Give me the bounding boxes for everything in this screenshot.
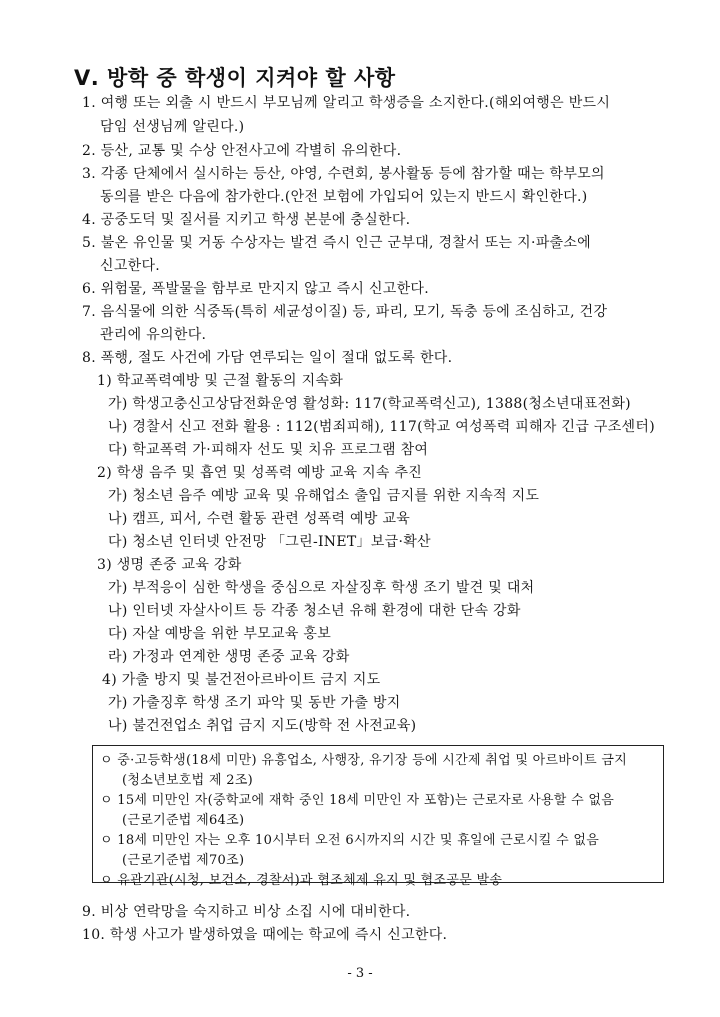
section-2-item-2: 나) 캠프, 피서, 수련 활동 관련 성폭력 예방 교육: [108, 511, 411, 527]
notice-item-2: ㅇ 15세 미만인 자(중학교에 재학 중인 18세 미만인 자 포함)는 근로자로 사용할 수 없음: [100, 793, 615, 808]
item-9: 9. 비상 연락망을 숙지하고 비상 소집 시에 대비한다.: [82, 904, 411, 920]
page-number: - 3 -: [347, 966, 373, 981]
section-heading: Ⅴ. 방학 중 학생이 지켜야 할 사항: [74, 66, 396, 90]
item-10: 10. 학생 사고가 발생하였을 때에는 학교에 즉시 신고한다.: [82, 927, 448, 943]
section-2-item-1: 가) 청소년 음주 예방 교육 및 유해업소 출입 금지를 위한 지속적 지도: [108, 488, 540, 504]
section-4-title: 4) 가출 방지 및 불건전아르바이트 금지 지도: [102, 672, 381, 688]
notice-item-1-ref: (청소년보호법 제 2조): [122, 773, 254, 788]
section-3-title: 3) 생명 존중 교육 강화: [97, 557, 242, 573]
section-2-item-3: 다) 청소년 인터넷 안전망 「그린-ⅠNET」보급·확산: [108, 534, 431, 550]
section-1-item-2: 나) 경찰서 신고 전화 활용 : 112(범죄피해), 117(학교 여성폭력 피해자 긴급 구조센터): [108, 419, 655, 435]
item-6: 6. 위험물, 폭발물을 함부로 만지지 않고 즉시 신고한다.: [82, 281, 430, 297]
section-4-item-1: 가) 가출징후 학생 조기 파악 및 동반 가출 방지: [108, 695, 401, 711]
section-1-item-3: 다) 학교폭력 가·피해자 선도 및 치유 프로그램 참여: [108, 442, 429, 458]
item-3-line-1: 3. 각종 단체에서 실시하는 등산, 야영, 수련회, 봉사활동 등에 참가할 때는 학부모의: [82, 166, 605, 182]
item-5-line-1: 5. 불온 유인물 및 거동 수상자는 발견 즉시 인근 군부대, 경찰서 또는 지·파출소에: [82, 235, 592, 251]
section-3-item-1: 가) 부적응이 심한 학생을 중심으로 자살징후 학생 조기 발견 및 대처: [108, 580, 535, 596]
notice-item-2-ref: (근로기준법 제64조): [122, 813, 245, 828]
item-3-line-2: 동의를 받은 다음에 참가한다.(안전 보험에 가입되어 있는지 반드시 확인한다.): [100, 189, 588, 205]
section-3-item-2: 나) 인터넷 자살사이트 등 각종 청소년 유해 환경에 대한 단속 강화: [108, 603, 521, 619]
section-2-title: 2) 학생 음주 및 흡연 및 성폭력 예방 교육 지속 추진: [97, 465, 423, 481]
item-1-line-2: 담임 선생님께 알린다.): [100, 119, 245, 135]
notice-item-3-ref: (근로기준법 제70조): [122, 853, 245, 868]
notice-item-1: ㅇ 중·고등학생(18세 미만) 유흥업소, 사행장, 유기장 등에 시간제 취업 및 아르바이트 금지: [100, 753, 628, 768]
item-5-line-2: 신고한다.: [100, 258, 161, 274]
item-7-line-1: 7. 음식물에 의한 식중독(특히 세균성이질) 등, 파리, 모기, 독충 등에 조심하고, 건강: [82, 304, 608, 320]
section-3-item-3: 다) 자살 예방을 위한 부모교육 홍보: [108, 626, 332, 642]
notice-item-4: ㅇ 유관기관(시청, 보건소, 경찰서)과 협조체제 유지 및 협조공문 발송: [100, 873, 503, 888]
item-8: 8. 폭행, 절도 사건에 가담 연루되는 일이 절대 없도록 한다.: [82, 350, 453, 366]
notice-item-3: ㅇ 18세 미만인 자는 오후 10시부터 오전 6시까지의 시간 및 휴일에 근로시킬 수 없음: [100, 833, 600, 848]
section-3-item-4: 라) 가정과 연계한 생명 존중 교육 강화: [108, 649, 350, 665]
item-4: 4. 공중도덕 및 질서를 지키고 학생 본분에 충실한다.: [82, 212, 411, 228]
section-1-title: 1) 학교폭력예방 및 근절 활동의 지속화: [97, 373, 344, 389]
section-4-item-2: 나) 불건전업소 취업 금지 지도(방학 전 사전교육): [108, 718, 417, 734]
section-1-item-1: 가) 학생고충신고상담전화운영 활성화: 117(학교폭력신고), 1388(청소년대표전화): [108, 396, 631, 412]
item-2: 2. 등산, 교통 및 수상 안전사고에 각별히 유의한다.: [82, 143, 402, 159]
item-7-line-2: 관리에 유의한다.: [100, 327, 207, 343]
item-1-line-1: 1. 여행 또는 외출 시 반드시 부모님께 알리고 학생증을 소지한다.(해외여행은 반드시: [82, 95, 611, 111]
